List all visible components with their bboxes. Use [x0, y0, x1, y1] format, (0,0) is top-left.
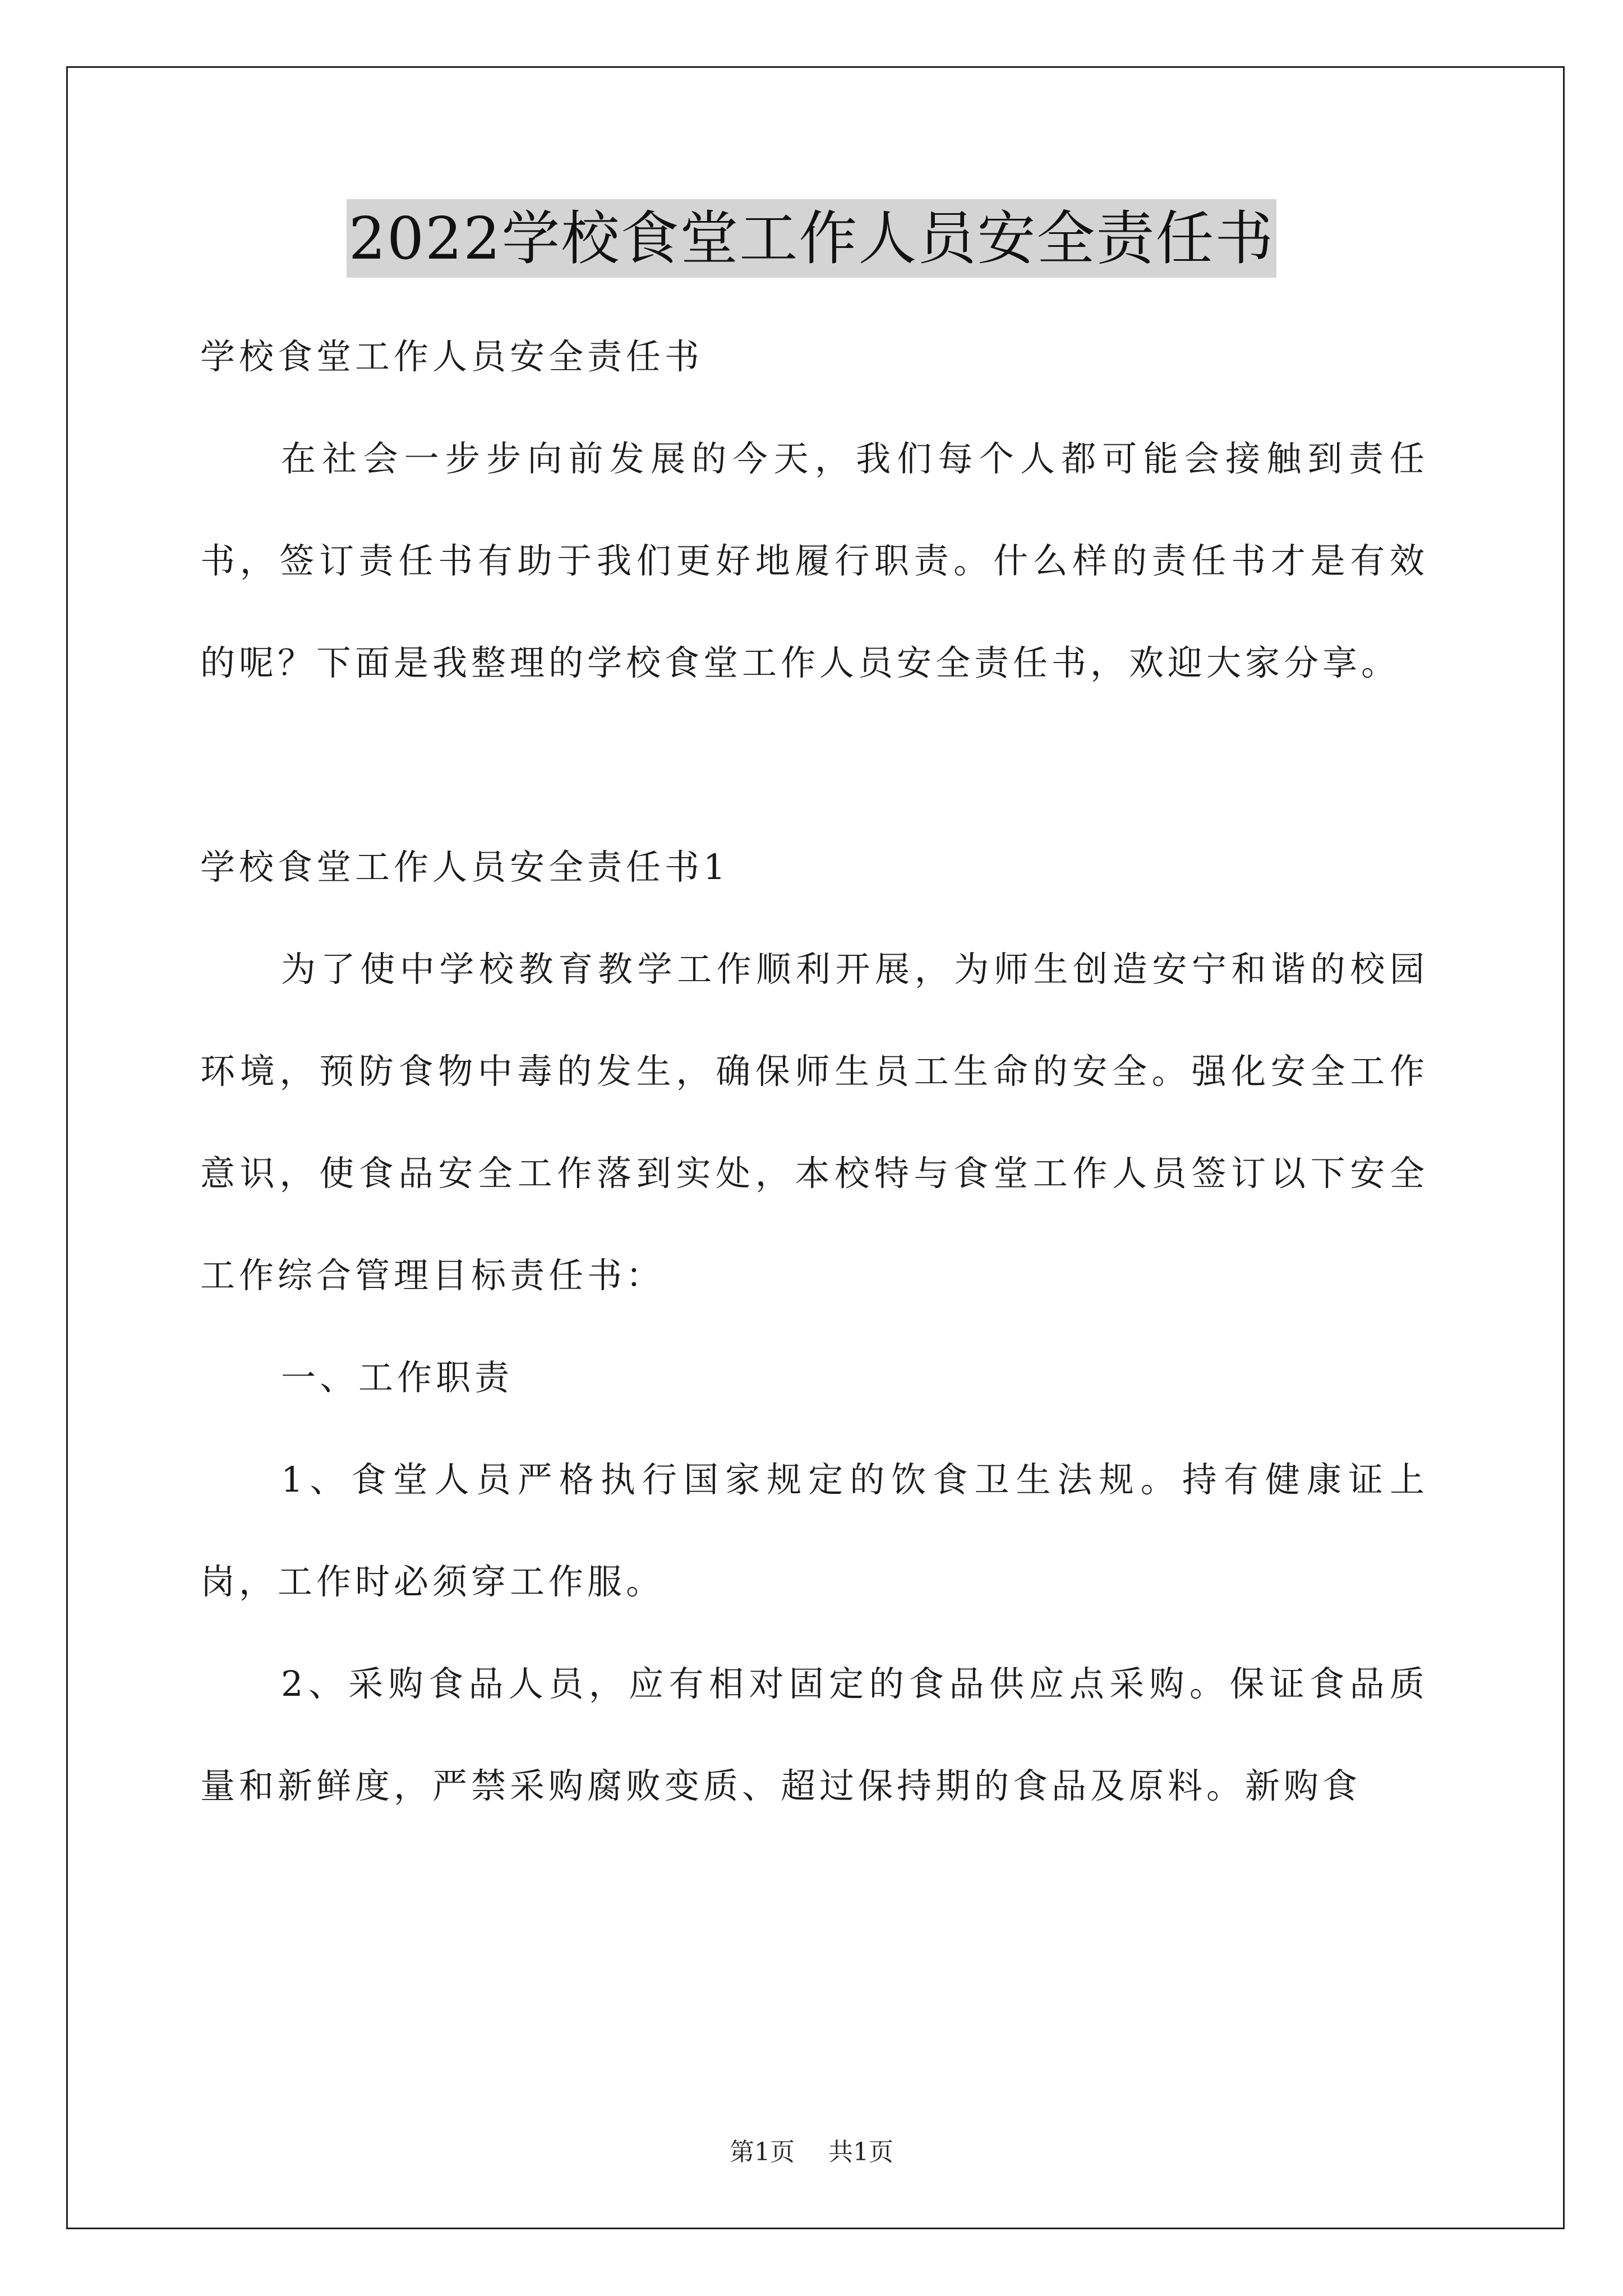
body-paragraph: 为了使中学校教育教学工作顺利开展，为师生创造安宁和谐的校园环境，预防食物中毒的发生，确保师生员工生命的安全。强化安全工作意识，使食品安全工作落到实处，本校特与食堂工作人员签订以下安全工作综合管理目标责任书：	[200, 949, 1428, 1296]
page-footer	[0, 2132, 1623, 2168]
title-container	[0, 199, 1623, 278]
intro-paragraph: 在社会一步步向前发展的今天，我们每个人都可能会接触到责任书，签订责任书有助于我们更好地履行职责。什么样的责任书才是有效的呢？下面是我整理的学校食堂工作人员安全责任书，欢迎大家分享。	[200, 438, 1428, 683]
document-body	[200, 306, 1428, 1837]
page-total: 共1页	[828, 2138, 893, 2166]
list-item-1: 1、食堂人员严格执行国家规定的饮食卫生法规。持有健康证上岗，工作时必须穿工作服。	[200, 1459, 1428, 1602]
subtitle-paragraph: 学校食堂工作人员安全责任书	[200, 336, 704, 377]
section-heading: 学校食堂工作人员安全责任书1	[200, 846, 730, 887]
paragraph-gap	[200, 714, 1428, 816]
document-title: 2022学校食堂工作人员安全责任书	[347, 199, 1277, 278]
duty-heading: 一、工作职责	[281, 1357, 514, 1398]
list-item-2: 2、采购食品人员，应有相对固定的食品供应点采购。保证食品质量和新鲜度，严禁采购腐败变质、超过保持期的食品及原料。新购食	[200, 1663, 1428, 1806]
page-number: 第1页	[730, 2138, 795, 2166]
